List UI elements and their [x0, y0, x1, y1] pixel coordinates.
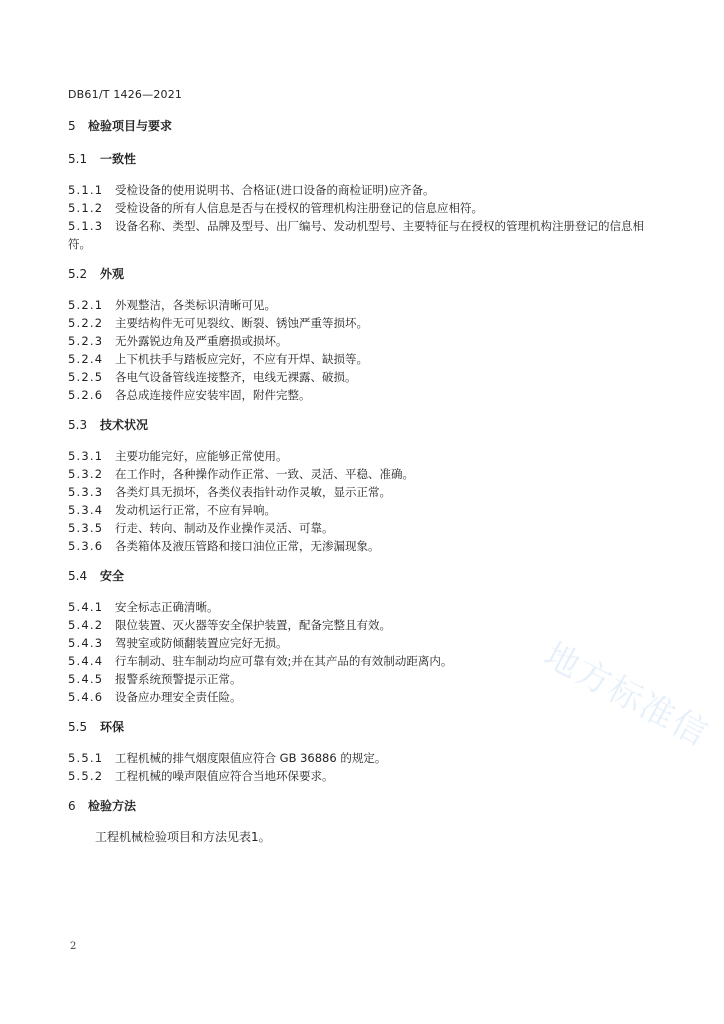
- clause-item: [68, 501, 648, 519]
- clause-item: [68, 217, 648, 253]
- section-title: 检验方法: [88, 799, 137, 813]
- clause-number: 5.1.2: [68, 201, 104, 215]
- clause-number: 5.3.5: [68, 521, 104, 535]
- clause-number: 5.3.2: [68, 467, 104, 481]
- clause-text: 报警系统预警提示正常。: [115, 672, 242, 686]
- clause-number: 5.4.6: [68, 690, 104, 704]
- section-heading: [68, 799, 648, 814]
- clause-text: 发动机运行正常，不应有异响。: [115, 503, 276, 517]
- clause-text: 安全标志正确清晰。: [115, 600, 219, 614]
- clause-number: 5.2.4: [68, 352, 104, 366]
- clause-item: [68, 199, 648, 217]
- paragraph: 工程机械检验项目和方法见表1。: [95, 830, 271, 844]
- clause-item: [68, 688, 648, 706]
- clause-number: 5.4.5: [68, 672, 104, 686]
- clause-text: 行车制动、驻车制动均应可靠有效;并在其产品的有效制动距离内。: [115, 654, 453, 668]
- subsection-number: 5.1: [68, 152, 88, 166]
- subsection-heading: [68, 418, 648, 433]
- clause-text: 主要结构件无可见裂纹、断裂、锈蚀严重等损坏。: [115, 316, 368, 330]
- subsection-number: 5.3: [68, 418, 88, 432]
- clause-item: [68, 465, 648, 483]
- subsection-number: 5.4: [68, 569, 88, 583]
- section-number: 5: [68, 119, 76, 133]
- clause-text: 受检设备的使用说明书、合格证(进口设备的商检证明)应齐备。: [115, 183, 435, 197]
- section-heading: [68, 119, 648, 134]
- clause-number: 5.2.6: [68, 388, 104, 402]
- clause-text: 设备名称、类型、品牌及型号、出厂编号、发动机型号、主要特征与在授权的管理机构注册登记的信息相符。: [68, 219, 644, 251]
- subsection-heading: [68, 152, 648, 167]
- clause-text: 驾驶室或防倾翻装置应完好无损。: [115, 636, 288, 650]
- clause-number: 5.2.1: [68, 298, 104, 312]
- clause-item: [68, 483, 648, 501]
- clause-number: 5.3.4: [68, 503, 104, 517]
- clause-number: 5.3.3: [68, 485, 104, 499]
- page-number: 2: [70, 941, 77, 952]
- clause-number: 5.4.1: [68, 600, 104, 614]
- clause-item: [68, 296, 648, 314]
- clause-number: 5.4.3: [68, 636, 104, 650]
- clause-text: 限位装置、灭火器等安全保护装置，配备完整且有效。: [115, 618, 391, 632]
- clause-text: 受检设备的所有人信息是否与在授权的管理机构注册登记的信息应相符。: [115, 201, 483, 215]
- subsection-heading: [68, 569, 648, 584]
- clause-item: [68, 598, 648, 616]
- clause-number: 5.1.3: [68, 219, 104, 233]
- document-body: [68, 112, 648, 846]
- subsection-number: 5.5: [68, 720, 88, 734]
- watermark: 地方标准信: [537, 635, 716, 755]
- clause-text: 设备应办理安全责任险。: [115, 690, 242, 704]
- clause-text: 在工作时，各种操作动作正常、一致、灵活、平稳、准确。: [115, 467, 414, 481]
- clause-text: 外观整洁，各类标识清晰可见。: [115, 298, 276, 312]
- clause-number: 5.4.4: [68, 654, 104, 668]
- clause-item: [68, 519, 648, 537]
- clause-text: 无外露锐边角及严重磨损或损坏。: [115, 334, 288, 348]
- subsection-title: 安全: [100, 569, 125, 583]
- subsection-title: 外观: [100, 267, 125, 281]
- clause-item: [68, 386, 648, 404]
- subsection-title: 技术状况: [100, 418, 149, 432]
- clause-text: 上下机扶手与踏板应完好，不应有开焊、缺损等。: [115, 352, 368, 366]
- clause-item: [68, 749, 648, 767]
- clause-item: [68, 181, 648, 199]
- subsection-heading: [68, 720, 648, 735]
- clause-item: [68, 447, 648, 465]
- clause-number: 5.2.2: [68, 316, 104, 330]
- section-number: 6: [68, 799, 76, 813]
- clause-item: [68, 314, 648, 332]
- subsection-number: 5.2: [68, 267, 88, 281]
- subsection-title: 环保: [100, 720, 125, 734]
- clause-number: 5.5.2: [68, 769, 104, 783]
- clause-item: [68, 332, 648, 350]
- clause-number: 5.2.3: [68, 334, 104, 348]
- section-title: 检验项目与要求: [88, 119, 173, 133]
- subsection-heading: [68, 267, 648, 282]
- subsection-title: 一致性: [100, 152, 137, 166]
- clause-text: 各电气设备管线连接整齐，电线无裸露、破损。: [115, 370, 357, 384]
- clause-number: 5.4.2: [68, 618, 104, 632]
- clause-item: [68, 537, 648, 555]
- clause-number: 5.3.1: [68, 449, 104, 463]
- clause-number: 5.1.1: [68, 183, 104, 197]
- clause-text: 各总成连接件应安装牢固，附件完整。: [115, 388, 311, 402]
- clause-text: 工程机械的排气烟度限值应符合 GB 36886 的规定。: [115, 751, 387, 765]
- clause-text: 各类箱体及液压管路和接口油位正常，无渗漏现象。: [115, 539, 380, 553]
- clause-text: 各类灯具无损坏，各类仪表指针动作灵敏，显示正常。: [115, 485, 391, 499]
- clause-number: 5.3.6: [68, 539, 104, 553]
- clause-text: 行走、转向、制动及作业操作灵活、可靠。: [115, 521, 334, 535]
- document-code: DB61/T 1426—2021: [68, 88, 183, 101]
- clause-item: [68, 350, 648, 368]
- clause-item: [68, 767, 648, 785]
- clause-text: 主要功能完好，应能够正常使用。: [115, 449, 288, 463]
- clause-item: [68, 368, 648, 386]
- clause-number: 5.2.5: [68, 370, 104, 384]
- clause-number: 5.5.1: [68, 751, 104, 765]
- clause-text: 工程机械的噪声限值应符合当地环保要求。: [115, 769, 334, 783]
